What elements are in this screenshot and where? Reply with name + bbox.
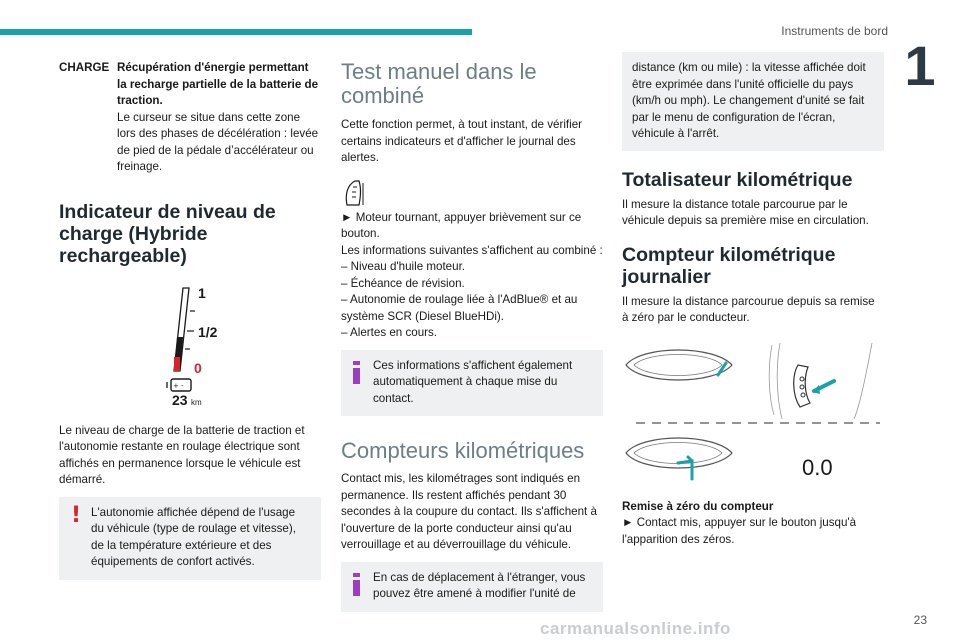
heading-charge-indicator: Indicateur de niveau de charge (Hybride rechargeable)	[59, 200, 276, 267]
charge-text: Le curseur se situe dans cette zone lors des phases de décélération : levée de pied de la pédale d’accélérateur ou freinage.	[117, 110, 319, 173]
trip-display-value: 0.0	[802, 454, 833, 480]
info-icon	[353, 573, 360, 596]
heading-trip-odometer: Compteur kilométrique journalier	[622, 243, 836, 288]
svg-text:+ -: + -	[173, 381, 184, 390]
info-text-continued: distance (km ou mile) : la vitesse affichée doit être exprimée dans l'unité officielle du pays (km/h ou mph). Le changement d'unité se fait par le menu de configuration de l'écran, véhicule à l'arrêt.	[632, 61, 866, 140]
reset-title: Remise à zéro du compteur	[622, 499, 774, 513]
test-list-item: – Autonomie de roulage liée à l'AdBlue® et au système SCR (Diesel BlueHDi).	[341, 293, 578, 323]
info-note-continued	[622, 52, 884, 151]
top-accent-bar	[0, 29, 472, 35]
heading-manual-test: Test manuel dans le combiné	[341, 59, 537, 108]
warning-text: L'autonomie affichée dépend de l'usage du véhicule (type de roulage et vitesse), de la température extérieure et des équipements de confort activés.	[91, 505, 296, 568]
column-2	[341, 60, 603, 612]
page-number: 23	[913, 613, 927, 627]
test-list-intro: Les informations suivantes s'affichent au combiné :	[341, 243, 603, 257]
gauge-label-full: 1	[198, 284, 206, 301]
charge-gauge-illustration	[59, 279, 321, 411]
cluster-display-icon	[626, 438, 732, 479]
charge-paragraph: Le niveau de charge de la batterie de traction et l'autonomie restante en roulage électrique sont affichés en permanence lorsque le véhicule est démarré.	[59, 423, 305, 486]
test-step: ► Moteur tournant, appuyer brièvement sur ce bouton.	[341, 210, 582, 240]
steering-button-icon	[769, 343, 872, 419]
chapter-number: 1	[904, 34, 936, 97]
total-odometer-paragraph: Il mesure la distance totale parcourue par le véhicule depuis sa première mise en circulation.	[622, 197, 869, 227]
trip-odometer-paragraph: Il mesure la distance parcourue depuis sa remise à zéro par le conducteur.	[622, 294, 875, 324]
range-value: 23	[172, 391, 188, 408]
charge-title: Récupération d'énergie permettant la recharge partielle de la batterie de traction.	[117, 61, 319, 107]
reset-step: ► Contact mis, appuyer sur le bouton jusqu'à l'apparition des zéros.	[622, 516, 857, 546]
manual-test-paragraph: Cette fonction permet, à tout instant, de vérifier certains indicateurs et d'afficher le journal des alertes.	[341, 118, 583, 164]
odometers-paragraph: Contact mis, les kilométrages sont indiqués en permanence. Ils restent affichés pendant 30 secondes à la coupure du contact. Ils s'affichent à l'ouverture de la porte conducteur ainsi qu'au verrouillage et au déverrouillage du véhicule.	[341, 472, 597, 551]
info-text-1: Ces informations s'affichent également automatiquement à chaque mise du contact.	[373, 358, 573, 405]
test-list-item: – Alertes en cours.	[341, 326, 438, 339]
range-unit: km	[191, 397, 202, 407]
info-note-1	[341, 350, 603, 417]
dashboard-cluster-icon	[626, 350, 732, 380]
heading-odometers: Compteurs kilométriques	[341, 438, 585, 463]
warning-note	[59, 497, 321, 580]
trip-reset-diagram	[622, 335, 884, 493]
info-icon	[353, 361, 360, 384]
footer-watermark: carmanualsonline.info	[540, 619, 731, 638]
gauge-label-empty: 0	[194, 359, 202, 376]
charge-gauge-icon	[59, 279, 321, 411]
warning-icon: !	[71, 502, 82, 528]
test-button-illustration	[341, 177, 603, 207]
test-list-item: – Échéance de révision.	[341, 276, 465, 290]
charge-key: CHARGE	[59, 61, 110, 74]
heading-total-odometer: Totalisateur kilométrique	[622, 168, 853, 191]
trip-reset-illustration	[622, 335, 884, 493]
column-3	[622, 52, 884, 548]
battery-plug-icon	[167, 379, 191, 391]
info-text-2: En cas de déplacement à l'étranger, vous pouvez être amené à modifier l'unité de	[373, 570, 586, 600]
charge-definition	[59, 60, 321, 176]
hand-press-icon	[341, 177, 381, 207]
test-list-item: – Niveau d'huile moteur.	[341, 260, 466, 273]
section-title: Instruments de bord	[781, 24, 888, 38]
info-note-2	[341, 562, 603, 612]
column-1	[59, 60, 321, 580]
gauge-label-half: 1/2	[198, 323, 218, 340]
